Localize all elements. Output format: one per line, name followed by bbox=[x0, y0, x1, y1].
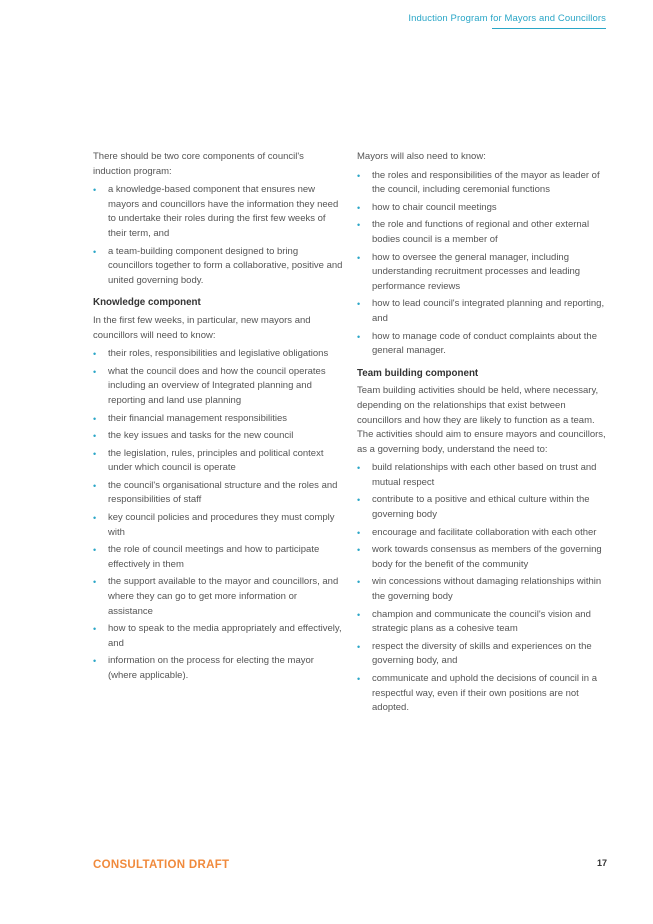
list-item: • the role and functions of regional and other external bodies council is a member of bbox=[357, 218, 607, 247]
knowledge-list bbox=[93, 347, 343, 683]
header-rule bbox=[492, 28, 606, 29]
running-header: Induction Program for Mayors and Councillors bbox=[408, 13, 606, 24]
team-list bbox=[357, 461, 607, 716]
list-item: • how to chair council meetings bbox=[357, 201, 607, 216]
list-item: • the legislation, rules, principles and political context under which council is operate bbox=[93, 447, 343, 476]
list-item: • the role of council meetings and how to participate effectively in them bbox=[93, 543, 343, 572]
team-heading: Team building component bbox=[357, 367, 479, 379]
page-number: 17 bbox=[596, 858, 607, 868]
list-item: • win concessions without damaging relationships within the governing body bbox=[357, 575, 607, 604]
list-item: • build relationships with each other based on trust and mutual respect bbox=[357, 461, 607, 490]
list-item: • how to manage code of conduct complaints about the general manager. bbox=[357, 330, 607, 359]
list-item: • the support available to the mayor and councillors, and where they can go to get more information or assistance bbox=[93, 575, 343, 619]
list-item: • communicate and uphold the decisions of council in a respectful way, even if their own positions are not adopted. bbox=[357, 672, 607, 716]
team-intro: Team building activities should be held, where necessary, depending on the relationships that exist between councillors and how they are likely to function as a team. The activities should aim to ensure mayors and councillors, as a governing body, understand the need to: bbox=[357, 385, 606, 455]
list-item: • the council's organisational structure and the roles and responsibilities of staff bbox=[93, 479, 343, 508]
knowledge-heading: Knowledge component bbox=[93, 297, 201, 309]
core-components-list bbox=[93, 183, 343, 288]
mayors-list bbox=[357, 169, 607, 359]
list-item: • their roles, responsibilities and legislative obligations bbox=[93, 347, 343, 362]
list-item: • how to speak to the media appropriately and effectively, and bbox=[93, 622, 343, 651]
list-item: • respect the diversity of skills and experiences on the governing body, and bbox=[357, 640, 607, 669]
list-item: • information on the process for electing the mayor (where applicable). bbox=[93, 654, 343, 683]
left-column bbox=[93, 150, 343, 692]
mayors-intro: Mayors will also need to know: bbox=[357, 151, 486, 162]
consultation-draft-label: CONSULTATION DRAFT bbox=[93, 859, 230, 871]
list-item: • the key issues and tasks for the new council bbox=[93, 429, 343, 444]
list-item: • a team-building component designed to bring councillors together to form a collaborative, positive and united governing body. bbox=[93, 245, 343, 289]
list-item: • how to lead council's integrated planning and reporting, and bbox=[357, 297, 607, 326]
list-item: • encourage and facilitate collaboration with each other bbox=[357, 526, 607, 541]
right-column bbox=[357, 150, 607, 724]
list-item: • their financial management responsibilities bbox=[93, 412, 343, 427]
list-item: • champion and communicate the council's vision and strategic plans as a cohesive team bbox=[357, 608, 607, 637]
list-item: • the roles and responsibilities of the mayor as leader of the council, including ceremonial functions bbox=[357, 169, 607, 198]
list-item: • contribute to a positive and ethical culture within the governing body bbox=[357, 493, 607, 522]
core-components-intro: There should be two core components of council's induction program: bbox=[93, 151, 304, 177]
list-item: • key council policies and procedures they must comply with bbox=[93, 511, 343, 540]
list-item: • what the council does and how the council operates including an overview of Integrated planning and reporting and land use planning bbox=[93, 365, 343, 409]
list-item: • work towards consensus as members of the governing body for the benefit of the community bbox=[357, 543, 607, 572]
knowledge-intro: In the first few weeks, in particular, new mayors and councillors will need to know: bbox=[93, 314, 311, 341]
list-item: • how to oversee the general manager, including understanding recruitment processes and leading performance reviews bbox=[357, 251, 607, 295]
list-item: • a knowledge-based component that ensures new mayors and councillors have the information they need to undertake their roles during the first few weeks of their term, and bbox=[93, 183, 343, 241]
